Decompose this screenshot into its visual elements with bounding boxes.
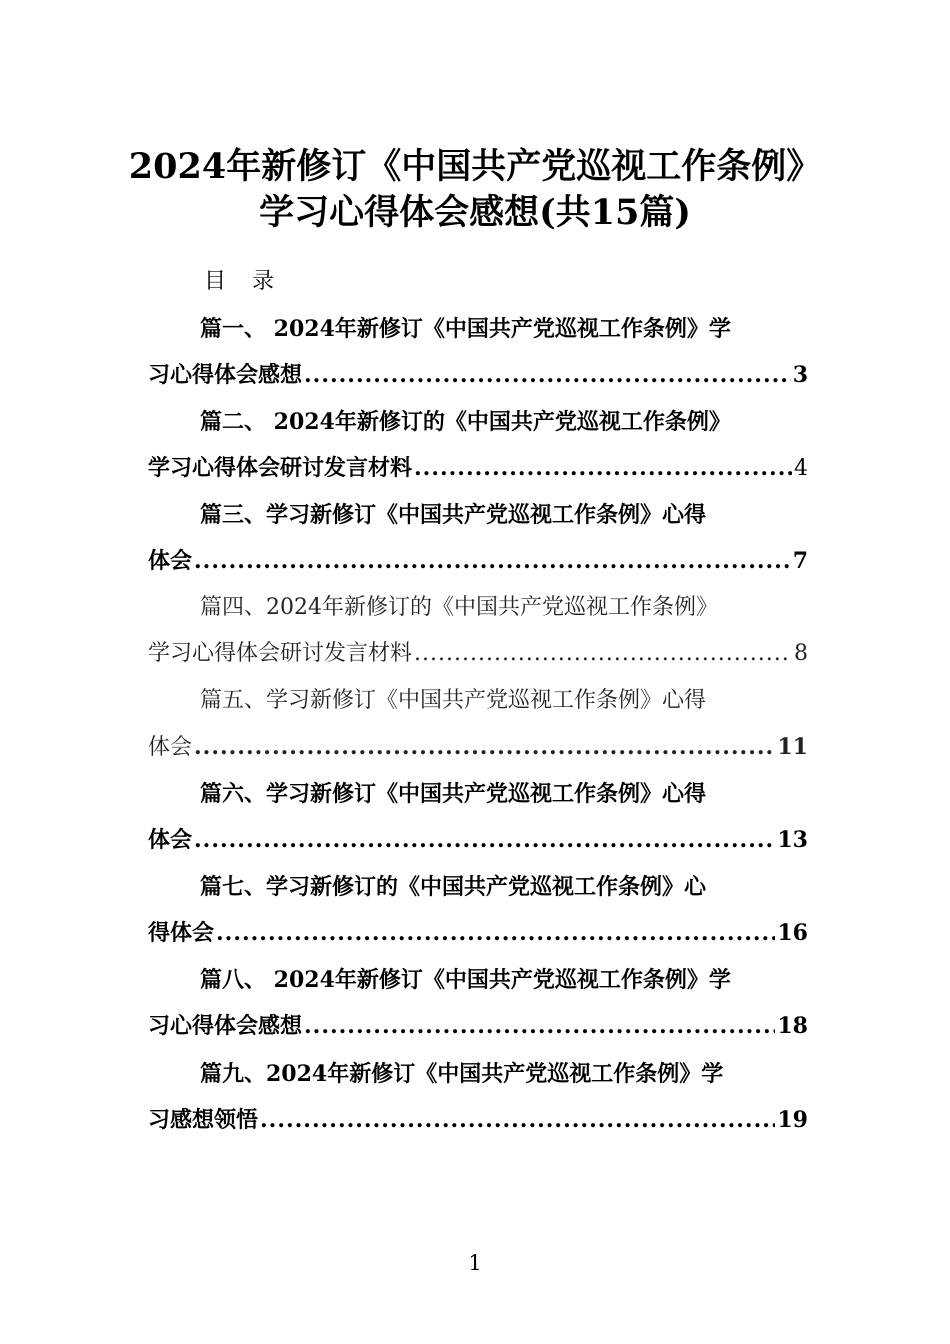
toc-entry-8[interactable]	[148, 957, 808, 1049]
toc-leader-dots	[216, 910, 775, 956]
toc-entry-title: 篇一、 2024年新修订《中国共产党巡视工作条例》学	[200, 316, 731, 342]
toc-entry-1[interactable]	[148, 306, 808, 398]
toc-entry-3[interactable]	[148, 492, 808, 584]
toc-page-number: 13	[777, 827, 808, 853]
toc-entry-title-continued: 体会	[148, 548, 193, 574]
toc-leader-dots	[304, 352, 791, 398]
toc-page-number: 16	[777, 920, 808, 946]
toc-entry-title: 篇八、 2024年新修订《中国共产党巡视工作条例》学	[200, 967, 731, 993]
toc-entry-5[interactable]	[148, 678, 808, 770]
toc-leader-dots	[414, 445, 792, 491]
toc-page-number: 4	[794, 456, 808, 481]
toc-leader-dots	[304, 1003, 775, 1049]
toc-leader-dots	[194, 538, 791, 584]
toc-entry-title: 篇三、学习新修订《中国共产党巡视工作条例》心得	[200, 502, 707, 528]
toc-entry-title-continued: 习感想领悟	[148, 1107, 259, 1133]
document-title-line-1: 2024年新修订《中国共产党巡视工作条例》	[128, 146, 822, 187]
toc-entry-6[interactable]	[148, 771, 808, 863]
toc-leader-dots	[414, 631, 792, 677]
toc-entry-title: 篇九、2024年新修订《中国共产党巡视工作条例》学	[200, 1061, 724, 1087]
toc-leader-dots	[194, 724, 775, 770]
toc-entry-title-continued: 体会	[148, 827, 193, 853]
toc-entry-title: 篇七、学习新修订的《中国共产党巡视工作条例》心	[200, 874, 707, 900]
toc-page-number: 7	[792, 548, 808, 574]
toc-leader-dots	[260, 1097, 775, 1143]
toc-entry-title-continued: 体会	[148, 735, 193, 760]
toc-entry-title: 篇五、学习新修订《中国共产党巡视工作条例》心得	[200, 688, 707, 713]
toc-entry-title: 篇六、学习新修订《中国共产党巡视工作条例》心得	[200, 781, 707, 807]
toc-entry-title-continued: 学习心得体会研讨发言材料	[148, 455, 413, 481]
toc-entry-title-continued: 学习心得体会研讨发言材料	[148, 641, 413, 666]
toc-entry-title-continued: 习心得体会感想	[148, 1013, 303, 1039]
toc-entry-title-continued: 得体会	[148, 920, 215, 946]
toc-entry-title-continued: 习心得体会感想	[148, 362, 303, 388]
toc-entry-7[interactable]	[148, 864, 808, 956]
toc-entry-4[interactable]	[148, 585, 808, 677]
toc-entry-9[interactable]	[148, 1051, 808, 1143]
document-title-line-2: 学习心得体会感想(共15篇)	[259, 192, 691, 233]
toc-heading: 目录	[204, 269, 301, 294]
toc-entry-title: 篇二、 2024年新修订的《中国共产党巡视工作条例》	[200, 409, 731, 435]
toc-page-number: 11	[777, 734, 808, 760]
toc-entry-title: 篇四、2024年新修订的《中国共产党巡视工作条例》	[200, 595, 718, 620]
toc-page-number: 3	[792, 362, 808, 388]
toc-leader-dots	[194, 817, 775, 863]
toc-page-number: 18	[777, 1013, 808, 1039]
page-number: 1	[468, 1251, 482, 1275]
toc-page-number: 8	[794, 641, 808, 666]
toc-page-number: 19	[777, 1107, 808, 1133]
toc-entry-2[interactable]	[148, 399, 808, 491]
